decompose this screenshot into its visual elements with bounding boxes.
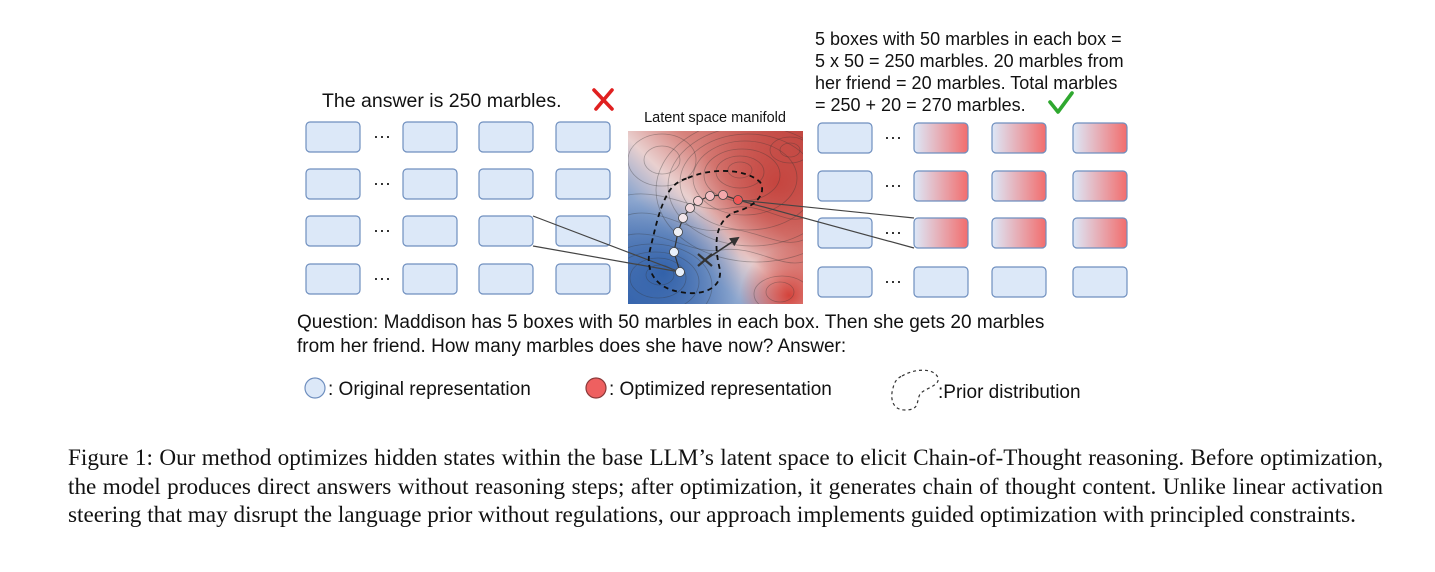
question-line-2: from her friend. How many marbles does she have now? Answer: [297,336,847,357]
right-answer-line-3: her friend = 20 marbles. Total marbles [815,73,1118,93]
original-representation-dot-icon [305,378,325,398]
right-ellipsis-4: ··· [884,271,902,291]
left-ellipsis-1: ··· [373,126,391,146]
right-ellipsis-3: ··· [884,222,902,242]
right-answer-line-2: 5 x 50 = 250 marbles. 20 marbles from [815,51,1124,71]
right-ellipsis-1: ··· [884,127,902,147]
optimized-representation-dot-icon [586,378,606,398]
right-ellipsis-2: ··· [884,175,902,195]
left-ellipsis-2: ··· [373,173,391,193]
legend-prior-label: :Prior distribution [938,382,1081,403]
figure-caption: Figure 1: Our method optimizes hidden states within the base LLM’s latent space to elicit Chain-of-Thought reasoning. Before optimization, the model produces direct answers without reasoning steps; after optimization, it generates chain of thought content. Unlike linear activation steering that may disrupt the language prior without regulations, our approach implements guided optimization with principled constraints. [68,445,1383,528]
legend-original-label: : Original representation [328,379,531,400]
left-ellipsis-3: ··· [373,220,391,240]
left-ellipsis-4: ··· [373,268,391,288]
question-line-1: Question: Maddison has 5 boxes with 50 marbles in each box. Then she gets 20 marbles [297,312,1045,333]
legend-optimized-label: : Optimized representation [609,379,832,400]
right-answer-line-1: 5 boxes with 50 marbles in each box = [815,29,1122,49]
manifold-title: Latent space manifold [644,110,786,126]
right-answer-line-4: = 250 + 20 = 270 marbles. [815,95,1026,115]
wrong-answer-text: The answer is 250 marbles. [322,90,562,112]
